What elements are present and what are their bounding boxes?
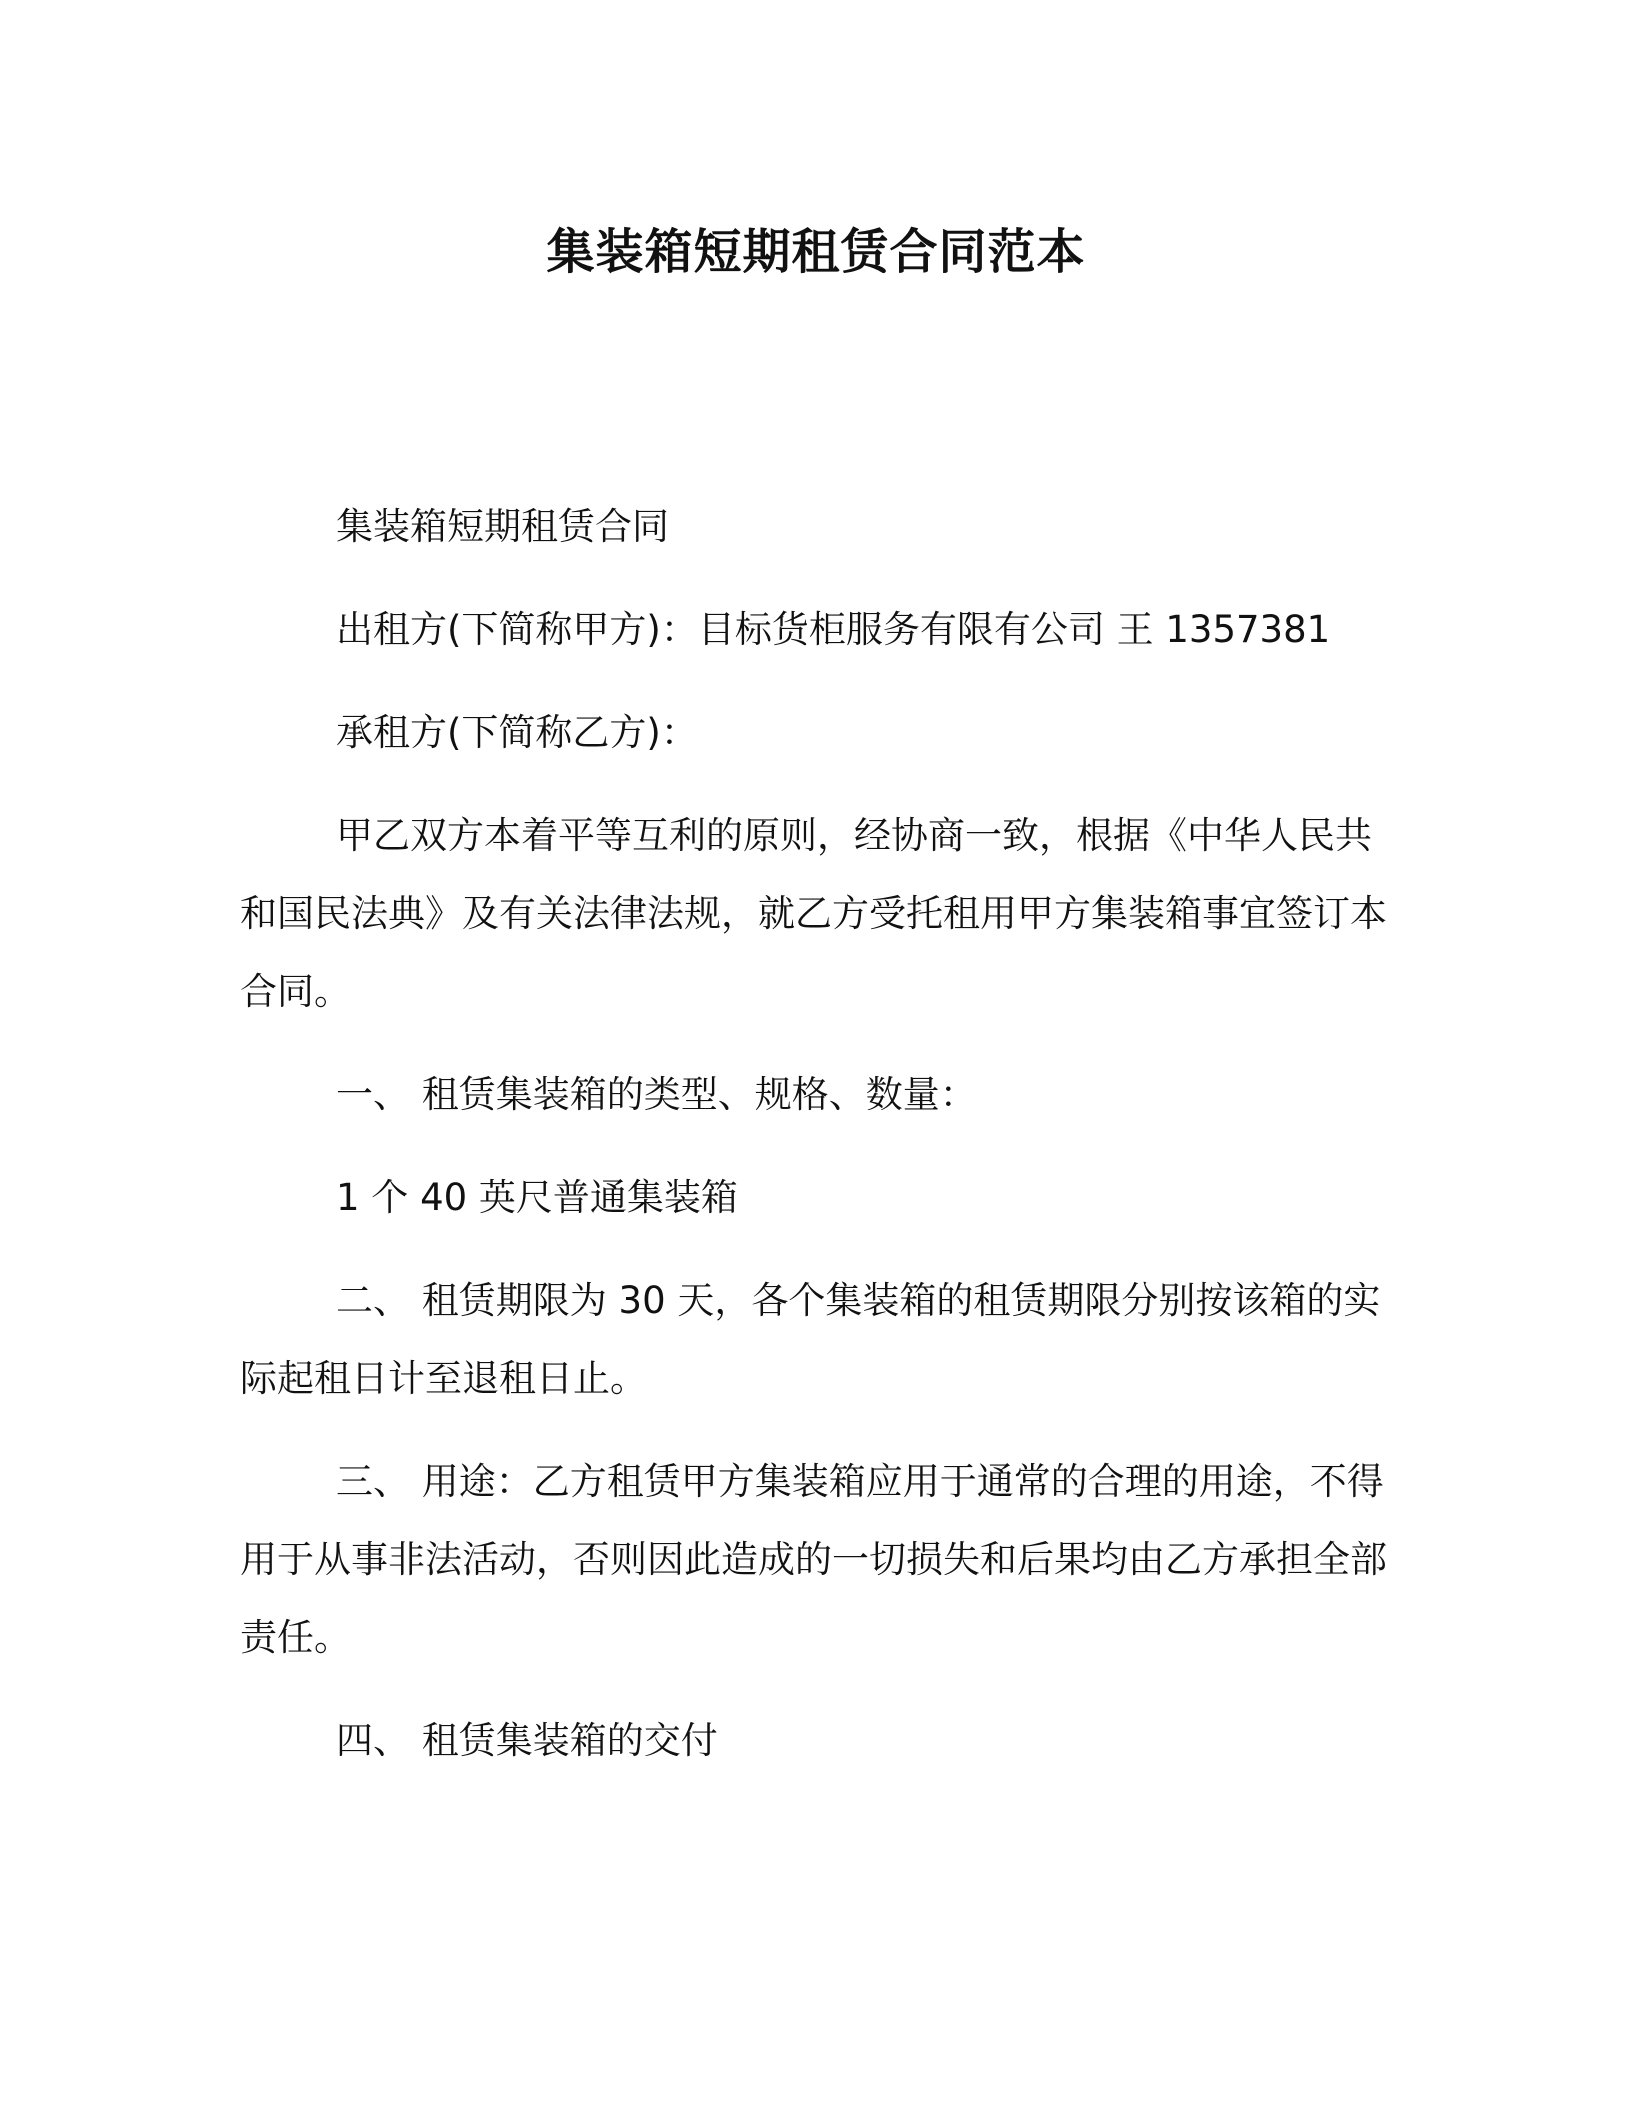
clause-4-heading: 四、 租赁集装箱的交付 [336, 1719, 718, 1762]
lessor-line: 出租方(下简称甲方)：目标货柜服务有限有公司 王 1357381 [336, 608, 1331, 651]
clause-2: 二、 租赁期限为 30 天，各个集装箱的租赁期限分别按该箱的实际起租日计至退租日止。 [240, 1279, 1381, 1400]
contract-heading: 集装箱短期租赁合同 [336, 505, 669, 548]
lessee-line: 承租方(下简称乙方)： [336, 711, 698, 754]
preamble-paragraph: 甲乙双方本着平等互利的原则，经协商一致，根据《中华人民共和国民法典》及有关法律法规，就乙方受托租用甲方集装箱事宜签订本合同。 [240, 814, 1387, 1013]
clause-1-heading: 一、 租赁集装箱的类型、规格、数量： [336, 1073, 977, 1116]
document-title: 集装箱短期租赁合同范本 [546, 224, 1086, 280]
document-body [240, 488, 1390, 1805]
clause-3: 三、 用途：乙方租赁甲方集装箱应用于通常的合理的用途，不得用于从事非法活动，否则因此造成的一切损失和后果均由乙方承担全部责任。 [240, 1460, 1387, 1659]
clause-1-content: 1 个 40 英尺普通集装箱 [336, 1176, 738, 1219]
